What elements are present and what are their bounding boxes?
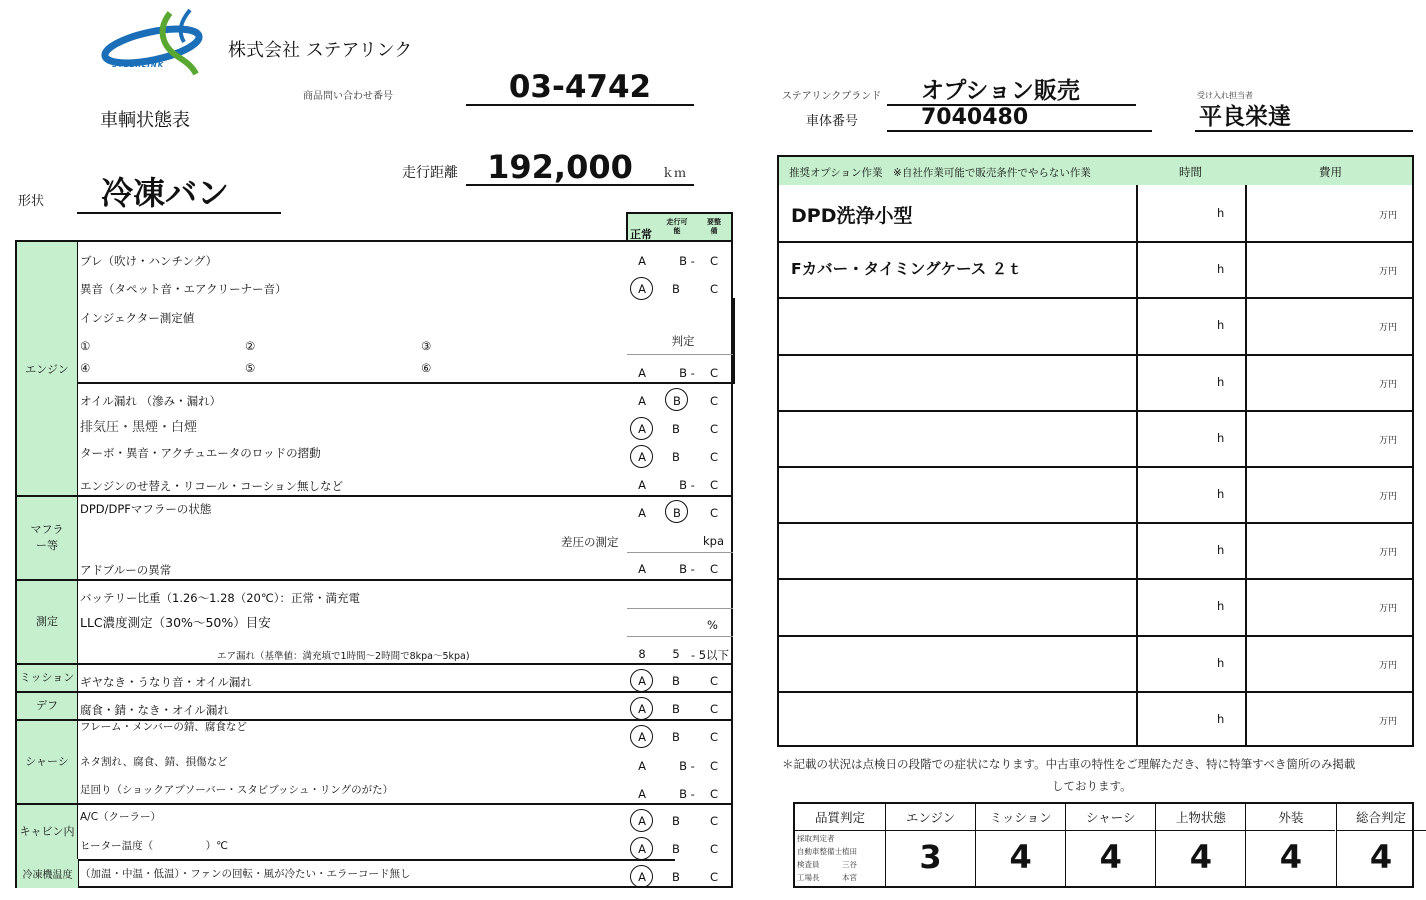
receiver-label: 受け入れ担当者 [1197,91,1253,100]
quality-col-label: エンジン [905,810,956,825]
grade-c: C [709,450,719,464]
grade-b: B - [679,759,695,773]
item-thread: ネタ割れ、腐食、錆、損傷など [80,756,228,768]
inj-1: ① [80,339,91,353]
hour-unit: h [1217,206,1225,220]
item-suspension: 足回り（ショックアブソーバー・スタビブッシュ・リングのがた） [80,784,394,796]
grade-normal: 正常 [630,228,652,241]
category-cabin: キャビン内 [17,803,78,859]
grade-a: A [638,674,646,688]
grade-c: C [709,759,719,773]
mileage-value: 192,000 [466,148,694,186]
grade-c: C [709,422,719,436]
brand-label: ステアリンクブランド [782,91,882,102]
grade-c: C [709,394,719,408]
cost-unit: 万円 [1379,267,1398,278]
grade-b: B [672,842,680,856]
inspector-list [797,832,857,884]
shape-value: 冷凍バン [77,172,281,214]
quality-score: 4 [1279,838,1303,876]
category-freezer: 冷凍機温度 [17,859,79,888]
grade-b: B - [679,787,695,801]
item-mission: ギヤなき・うなり音・オイル漏れ [80,675,252,689]
item-air-leak: エア漏れ（基準値：満充填で1時間～2時間で8kpa～5kpa) [217,651,470,662]
grade-a: A [638,787,646,801]
hour-unit: h [1217,655,1225,670]
item-noise: 異音（タペット音・エアクリーナー音） [80,282,287,296]
category-mission: ミッション [17,663,78,691]
logo-text: STEERLINK [112,61,165,69]
grade-b: B [672,450,680,464]
quality-table [793,802,1414,888]
cost-unit: 万円 [1379,548,1398,559]
grade-c: C [709,478,719,492]
grade-a: A [638,702,646,716]
item-injector: インジェクター測定値 [80,311,195,325]
grade-drivable: 走行可能 [666,218,688,235]
quality-score: 3 [919,838,942,876]
option-name: DPD洗浄小型 [791,205,913,227]
grade-b: B [672,870,680,884]
inquiry-label: 商品問い合わせ番号 [303,91,393,102]
inspector-0: 採取判定者 [797,834,835,843]
grade-c: C [709,787,719,801]
category-engine: エンジン [17,242,78,495]
cost-unit: 万円 [1379,716,1398,727]
item-exhaust: 排気圧・黒煙・白煙 [80,420,198,435]
grade-a: A [638,254,646,268]
quality-col-label: 総合判定 [1356,810,1407,825]
hour-unit: h [1217,599,1225,614]
item-heater: ヒーター温度（ ）℃ [80,840,228,852]
quality-col [975,804,1065,886]
grade-a: A [638,422,646,436]
item-ac: A/C（クーラー） [80,811,162,823]
air-val-8: 8 [638,647,646,661]
hour-unit: h [1217,543,1225,558]
quality-col [1245,804,1335,886]
quality-col [1155,804,1245,886]
inspector-2: 検査員 三谷 [797,860,857,869]
grade-c: C [709,674,719,688]
chassis-label: 車体番号 [806,114,859,129]
options-header [779,157,1412,185]
item-dpd: DPD/DPFマフラーの状態 [80,502,212,516]
shape-label: 形状 [18,194,45,209]
option-name: Fカバー・タイミングケース ２ｔ [791,260,1023,279]
grade-c: C [709,730,719,744]
grade-a: A [638,282,646,296]
quality-col [885,804,975,886]
grade-b: B [672,282,680,296]
grade-a: A [638,842,646,856]
cost-unit: 万円 [1379,379,1398,390]
inj-3: ③ [421,339,432,353]
cost-unit: 万円 [1379,211,1398,221]
grade-header [626,212,733,242]
grade-c: C [709,366,719,380]
cost-unit: 万円 [1379,660,1398,671]
receiver-value: 平良栄達 [1195,102,1413,132]
quality-score: 4 [1189,838,1212,876]
note-line2: しております。 [1052,779,1132,793]
chassis-value: 7040480 [887,104,1152,132]
judge-label: 判定 [671,334,695,348]
grade-b: B - [679,366,695,380]
grade-a: A [638,450,646,464]
item-frame: フレーム・メンバーの錆、腐食など [80,721,247,733]
grade-b: B [673,394,681,408]
item-engine-swap: エンジンのせ替え・リコール・コーション無しなど [80,479,344,493]
category-diff: デフ [17,691,78,719]
grade-c: C [709,506,719,520]
note-line1: ＊記載の状況は点検日の段階での症状になります。中古車の特性をご理解ただき、特に特筆すべき箇所のみ掲載 [782,757,1356,771]
inj-6: ⑥ [421,361,432,375]
quality-title: 品質判定 [814,810,865,825]
air-val-5-below: - 5以下 [690,648,730,662]
grade-b: B [672,702,680,716]
inj-5: ⑤ [245,361,256,375]
item-freezer: （加温・中温・低温）・ファンの回転・風が冷たい・エラーコード無し [80,868,411,880]
grade-b: B [672,422,680,436]
grade-b: B [673,506,681,520]
grade-a: A [638,394,646,408]
diff-pressure-label: 差圧の測定 [561,535,619,549]
grade-c: C [709,282,719,296]
grade-b: B [672,674,680,688]
grade-c: C [709,814,719,828]
mileage-label: 走行距離 [402,165,458,181]
doc-title: 車輌状態表 [100,110,190,131]
item-turbo: ターボ・異音・アクチュエータのロッドの摺動 [80,446,321,460]
quality-col-label: ミッション [989,810,1052,825]
percent-unit: % [707,618,718,632]
item-diff: 腐食・錆・なき・オイル漏れ [80,703,229,717]
grade-b: B - [679,478,695,492]
cost-unit: 万円 [1379,604,1398,615]
hour-unit: h [1217,487,1225,501]
inspection-table [15,240,733,888]
options-table [777,155,1414,747]
grade-c: C [709,870,719,884]
category-muffler: マフラー等 [17,495,78,579]
grade-a: A [638,870,646,884]
grade-b: B [672,730,680,744]
grade-repair: 要整備 [707,218,721,235]
inspector-1: 自動車整備士植田 [797,847,857,856]
grade-b: B - [679,254,695,268]
grade-a: A [638,366,646,380]
item-blur: ブレ（吹け・ハンチング） [80,254,218,268]
inquiry-number: 03-4742 [466,68,694,106]
inspector-3: 工場長 本宮 [797,873,857,882]
kpa-unit: kpa [703,534,725,548]
grade-c: C [709,254,719,268]
quality-score: 4 [1009,838,1032,876]
grade-a: A [638,730,646,744]
hour-unit: h [1217,374,1225,389]
time-header: 時間 [1179,165,1202,179]
cost-header: 費用 [1319,165,1342,179]
item-battery: バッテリー比重（1.26～1.28（20℃）：正常・満充電 [80,591,361,605]
grade-a: A [638,478,646,492]
grade-a: A [638,814,646,828]
inj-4: ④ [80,361,91,375]
item-llc: LLC濃度測定（30%～50%）目安 [80,615,271,630]
hour-unit: h [1217,262,1225,277]
quality-score: 4 [1369,838,1393,876]
hour-unit: h [1217,711,1225,726]
quality-col [1336,804,1426,886]
air-val-5: 5 [672,647,680,661]
cost-unit: 万円 [1379,435,1398,446]
grade-a: A [638,759,646,773]
hour-unit: h [1217,318,1225,333]
quality-score: 4 [1099,838,1122,876]
cost-unit: 万円 [1379,492,1398,502]
brand-value: オプション販売 [887,76,1136,106]
mileage-unit: ｋｍ [662,166,687,180]
grade-b: B [672,814,680,828]
quality-col-label: 上物状態 [1175,810,1226,825]
quality-col-label: シャーシ [1085,810,1136,825]
quality-col-label: 外装 [1278,810,1304,825]
category-chassis: シャーシ [17,719,78,803]
item-oil-leak: オイル漏れ （滲み・漏れ） [80,394,222,408]
grade-c: C [709,842,719,856]
hour-unit: h [1217,430,1225,445]
grade-a: A [638,506,646,520]
grade-c: C [709,702,719,716]
category-measure: 測定 [17,579,78,663]
options-header-text: 推奨オプション作業 ※自社作業可能で販売条件でやらない作業 [789,167,1091,179]
item-adblue: アドブルーの異常 [80,563,172,577]
cost-unit: 万円 [1379,323,1398,334]
inj-2: ② [245,339,256,353]
grade-b: B - [679,562,695,576]
grade-a: A [638,562,646,576]
company-name: 株式会社 ステアリンク [228,40,413,61]
quality-col [1065,804,1155,886]
grade-c: C [709,562,719,576]
